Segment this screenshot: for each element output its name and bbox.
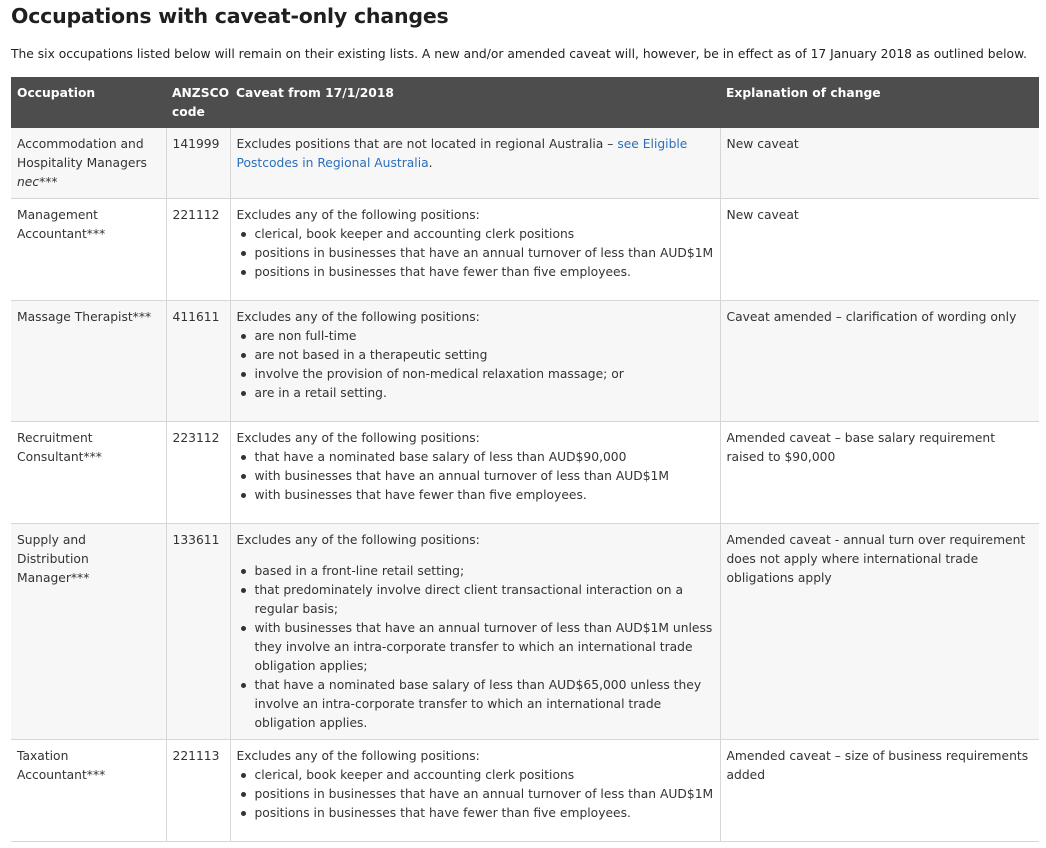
caveat-list — [237, 562, 714, 733]
occupation-cell: Management Accountant*** — [11, 199, 166, 301]
caveat-list — [237, 327, 714, 403]
header-anzsco-code — [166, 77, 230, 128]
caveat-item: that predominately involve direct client transactional interaction on a regular basis; — [255, 581, 714, 619]
caveat-table — [11, 77, 1039, 842]
caveat-list — [237, 766, 714, 823]
caveat-item: involve the provision of non-medical relaxation massage; or — [255, 365, 714, 384]
page-title: Occupations with caveat-only changes — [11, 4, 449, 28]
intro-paragraph: The six occupations listed below will remain on their existing lists. A new and/or amended caveat will, however, be in effect as of 17 January 2018 as outlined below. — [11, 47, 1027, 61]
caveat-cell — [230, 199, 720, 301]
caveat-intro: Excludes any of the following positions: — [236, 749, 480, 763]
anzsco-code-cell: 133611 — [166, 524, 230, 740]
table-row — [11, 740, 1039, 842]
caveat-item: with businesses that have fewer than five employees. — [255, 486, 714, 505]
caveat-intro: Excludes any of the following positions: — [236, 431, 480, 445]
caveat-item: that have a nominated base salary of less than AUD$90,000 — [255, 448, 714, 467]
table-row — [11, 199, 1039, 301]
explanation-cell: Amended caveat – size of business requirements added — [720, 740, 1039, 842]
caveat-intro: Excludes any of the following positions: — [236, 533, 480, 547]
caveat-list — [237, 225, 714, 282]
header-caveat: Caveat from 17/1/2018 — [230, 77, 720, 128]
table-header-row — [11, 77, 1039, 128]
explanation-cell: New caveat — [720, 199, 1039, 301]
explanation-cell: Amended caveat – base salary requirement raised to $90,000 — [720, 422, 1039, 524]
header-explanation: Explanation of change — [720, 77, 1039, 128]
anzsco-code-cell: 223112 — [166, 422, 230, 524]
header-anzsco-line2: code — [172, 105, 205, 119]
caveat-list — [237, 448, 714, 505]
caveat-cell — [230, 422, 720, 524]
spacer — [237, 550, 714, 562]
table-row — [11, 301, 1039, 422]
caveat-intro: Excludes any of the following positions: — [236, 310, 480, 324]
caveat-item: positions in businesses that have fewer than five employees. — [255, 263, 714, 282]
caveat-item: based in a front-line retail setting; — [255, 562, 714, 581]
caveat-intro: Excludes any of the following positions: — [236, 208, 480, 222]
caveat-item: that have a nominated base salary of less than AUD$65,000 unless they involve an intra-corporate transfer to which an international trade obligation applies. — [255, 676, 714, 733]
header-anzsco-line1: ANZSCO — [172, 86, 230, 100]
explanation-cell: Caveat amended – clarification of wording only — [720, 301, 1039, 422]
caveat-item: are non full-time — [255, 327, 714, 346]
caveat-item: with businesses that have an annual turnover of less than AUD$1M — [255, 467, 714, 486]
explanation-cell: Amended caveat - annual turn over requirement does not apply where international trade obligations apply — [720, 524, 1039, 740]
occupation-cell — [11, 128, 166, 199]
anzsco-code-cell: 411611 — [166, 301, 230, 422]
caveat-text: Excludes positions that are not located in regional Australia – — [236, 137, 618, 151]
occupation-name: Accommodation and Hospitality Managers — [17, 137, 147, 170]
anzsco-code-cell: 141999 — [166, 128, 230, 199]
caveat-text-end: . — [428, 156, 433, 170]
occupation-cell: Recruitment Consultant*** — [11, 422, 166, 524]
header-occupation: Occupation — [11, 77, 166, 128]
table-row — [11, 422, 1039, 524]
caveat-cell — [230, 524, 720, 740]
caveat-item: are in a retail setting. — [255, 384, 714, 403]
occupation-nec: nec — [17, 175, 40, 189]
caveat-item: clerical, book keeper and accounting clerk positions — [255, 225, 714, 244]
table-row — [11, 524, 1039, 740]
caveat-cell — [230, 301, 720, 422]
eligible-postcodes-link[interactable]: see Eligible Postcodes in Regional Australia — [236, 137, 688, 170]
table-row — [11, 128, 1039, 199]
anzsco-code-cell: 221112 — [166, 199, 230, 301]
anzsco-code-cell: 221113 — [166, 740, 230, 842]
caveat-item: positions in businesses that have an annual turnover of less than AUD$1M — [255, 244, 714, 263]
caveat-item: with businesses that have an annual turnover of less than AUD$1M unless they involve an intra-corporate transfer to which an international trade obligation applies; — [255, 619, 714, 676]
caveat-cell — [230, 740, 720, 842]
occupation-cell: Supply and Distribution Manager*** — [11, 524, 166, 740]
caveat-cell — [230, 128, 720, 199]
caveat-item: positions in businesses that have an annual turnover of less than AUD$1M — [255, 785, 714, 804]
caveat-item: clerical, book keeper and accounting clerk positions — [255, 766, 714, 785]
occupation-cell: Taxation Accountant*** — [11, 740, 166, 842]
occupation-cell: Massage Therapist*** — [11, 301, 166, 422]
caveat-item: are not based in a therapeutic setting — [255, 346, 714, 365]
explanation-cell: New caveat — [720, 128, 1039, 199]
occupation-suffix: *** — [39, 175, 58, 189]
caveat-item: positions in businesses that have fewer than five employees. — [255, 804, 714, 823]
